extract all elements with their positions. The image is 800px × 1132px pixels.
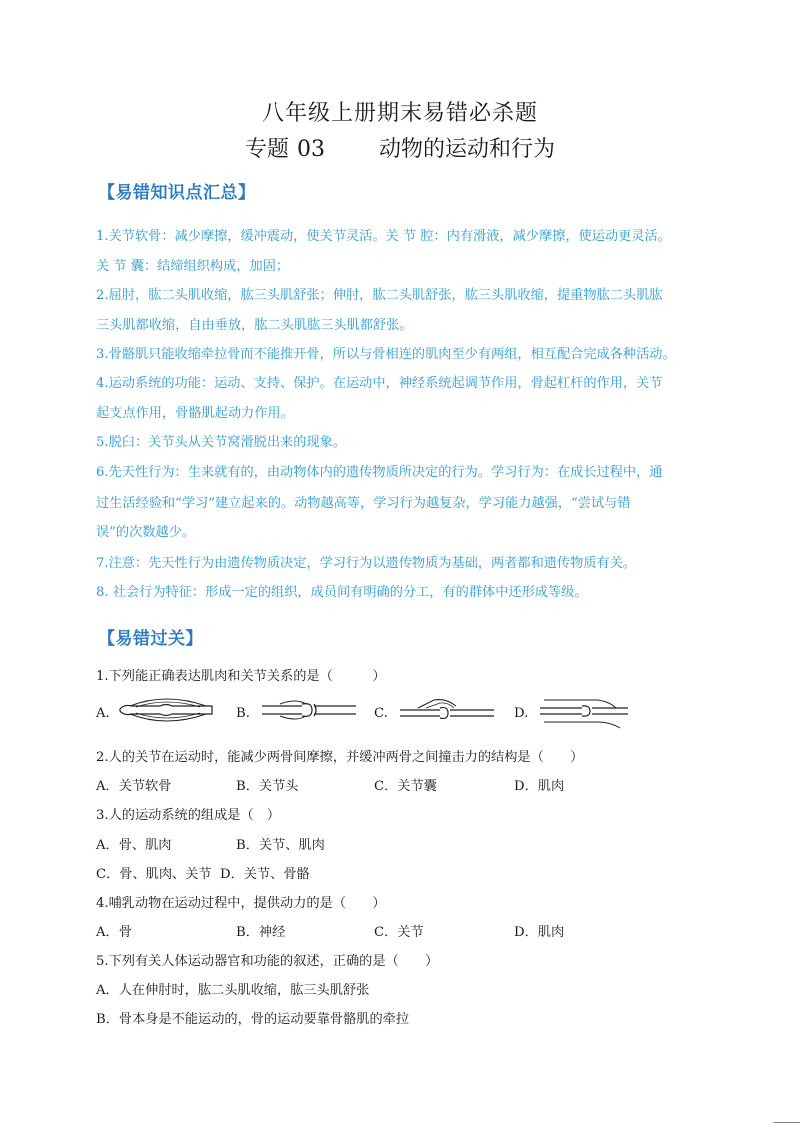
section-knowledge-title: 【易错知识点汇总】 (98, 183, 256, 203)
q3-option-a: A．骨、肌肉 (96, 838, 172, 853)
q2-option-c: C．关节囊 (374, 779, 437, 794)
knowledge-line: 5.脱臼：关节头从关节窝滑脱出来的现象。 (96, 435, 346, 450)
q1-option-c-label: C. (374, 706, 388, 721)
document-title: 八年级上册期末易错必杀题 (261, 101, 538, 126)
q2-option-a: A．关节软骨 (96, 779, 172, 794)
subtitle-topic: 动物的运动和行为 (379, 137, 556, 162)
q5-option-a: A．人在伸肘时，肱二头肌收缩，肱三头肌舒张 (96, 983, 370, 998)
q4-option-b: B．神经 (236, 925, 286, 940)
q1-option-b-label: B. (236, 706, 250, 721)
knowledge-line: 3.骨骼肌只能收缩牵拉骨而不能推开骨，所以与骨相连的肌肉至少有两组，相互配合完成各种活动。 (96, 347, 676, 362)
q1-figure-d (532, 694, 636, 730)
subtitle-number: 03 (297, 137, 325, 162)
knowledge-line: 1.关节软骨：减少摩擦，缓冲震动，使关节灵活。关 节 腔：内有滑液，减少摩擦，使运动更灵活。 (96, 229, 671, 244)
knowledge-line: 过生活经验和“学习”建立起来的。动物越高等，学习行为越复杂，学习能力越强，“尝试与错 (96, 496, 631, 511)
question-5-stem: 5.下列有关人体运动器官和功能的叙述，正确的是（ ） (96, 954, 439, 969)
q2-option-d: D．肌肉 (514, 779, 565, 794)
question-4-stem: 4.哺乳动物在运动过程中，提供动力的是（ ） (96, 896, 386, 911)
question-2-stem: 2.人的关节在运动时，能减少两骨间摩擦，并缓冲两骨之间撞击力的结构是（ ） (96, 750, 584, 765)
knowledge-line: 三头肌都收缩，自由垂放，肱二头肌肱三头肌都舒张。 (96, 318, 413, 333)
q3-option-b: B．关节、肌肉 (236, 838, 325, 853)
q1-figure-b (256, 694, 360, 728)
question-1-stem: 1.下列能正确表达肌肉和关节关系的是（ ） (96, 669, 386, 684)
q4-option-c: C．关节 (374, 925, 424, 940)
knowledge-line: 2.屈肘，肱二头肌收缩，肱三头肌舒张；伸肘，肱二头肌舒张，肱三头肌收缩，提重物肱二头肌肱 (96, 288, 663, 303)
q1-figure-c (396, 694, 500, 728)
knowledge-line: 关 节 囊：结缔组织构成，加固； (96, 259, 290, 274)
q4-option-d: D．肌肉 (514, 925, 565, 940)
q1-figure-a (116, 694, 220, 728)
knowledge-line: 6.先天性行为：生来就有的，由动物体内的遗传物质所决定的行为。学习行为：在成长过程中，通 (96, 465, 663, 480)
q4-option-a: A．骨 (96, 925, 132, 940)
section-practice-title: 【易错过关】 (98, 629, 203, 649)
q3-option-c: C．骨、肌肉、关节 (96, 867, 212, 882)
corner-mark: ——— (773, 1117, 800, 1128)
subtitle-prefix: 专题 (244, 137, 289, 162)
knowledge-line: 误”的次数越少。 (96, 525, 196, 540)
q1-option-d-label: D. (514, 706, 529, 721)
question-3-stem: 3.人的运动系统的组成是（ ） (96, 808, 281, 823)
q2-option-b: B．关节头 (236, 779, 299, 794)
q1-option-a-label: A. (96, 706, 110, 721)
document-subtitle (0, 132, 800, 163)
q5-option-b: B．骨本身是不能运动的，骨的运动要靠骨骼肌的牵拉 (96, 1012, 410, 1027)
knowledge-line: 起支点作用，骨骼肌起动力作用。 (96, 406, 294, 421)
knowledge-line: 8. 社会行为特征：形成一定的组织，成员间有明确的分工，有的群体中还形成等级。 (96, 585, 588, 600)
knowledge-line: 7.注意：先天性行为由遗传物质决定，学习行为以遗传物质为基础，两者都和遗传物质有关。 (96, 556, 637, 571)
q3-option-d: D．关节、骨骼 (220, 867, 310, 882)
knowledge-line: 4.运动系统的功能：运动、支持、保护。在运动中，神经系统起调节作用，骨起杠杆的作用，关节 (96, 376, 663, 391)
